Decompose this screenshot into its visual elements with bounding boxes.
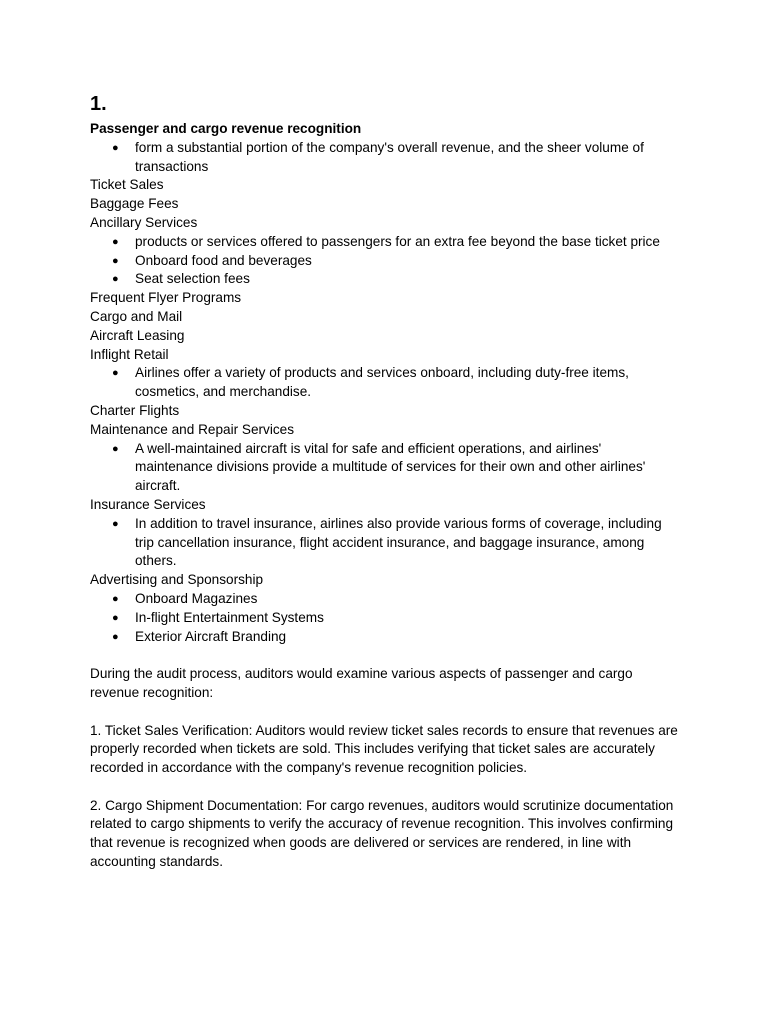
item-ticket-sales: Ticket Sales: [90, 177, 164, 193]
bullet-icon: ●: [112, 254, 119, 267]
section-number: 1.: [90, 93, 107, 115]
list-item: ● In addition to travel insurance, airlines also provide various forms of coverage, including trip cancellation insurance, flight accident insurance, and baggage insurance, among others.: [112, 515, 662, 569]
item-baggage-fees: Baggage Fees: [90, 196, 179, 212]
audit-intro-paragraph: During the audit process, auditors would examine various aspects of passenger and cargo revenue recognition:: [90, 666, 633, 700]
cargo-shipment-documentation-paragraph: 2. Cargo Shipment Documentation: For cargo revenues, auditors would scrutinize documentation related to cargo shipments to verify the accuracy of revenue recognition. This involves confirming that revenue is recognized when goods are delivered or services are rendered, in line with accounting standards.: [90, 797, 674, 870]
item-maintenance: Maintenance and Repair Services: [90, 421, 295, 437]
item-advertising: Advertising and Sponsorship: [90, 572, 264, 588]
bullet-icon: ●: [112, 235, 119, 248]
list-item: ● A well-maintained aircraft is vital for safe and efficient operations, and airlines' maintenance divisions provide a multitude of services for their own and other airlines' aircraft.: [112, 440, 646, 494]
document-page: [90, 92, 680, 872]
bullet-icon: ●: [112, 517, 119, 530]
section-title: Passenger and cargo revenue recognition: [90, 121, 362, 136]
ancillary-bullet-list: [90, 233, 680, 289]
list-item: ● Exterior Aircraft Branding: [90, 628, 680, 647]
ticket-sales-verification-paragraph: 1. Ticket Sales Verification: Auditors would review ticket sales records to ensure that revenues are properly recorded when tickets are sold. This includes verifying that ticket sales are accurately recorded in accordance with the company's revenue recognition policies.: [90, 722, 678, 776]
list-item: ● products or services offered to passengers for an extra fee beyond the base ticket price: [90, 233, 680, 252]
list-item: ● In-flight Entertainment Systems: [90, 609, 680, 628]
bullet-icon: ●: [112, 592, 119, 605]
bullet-icon: ●: [112, 141, 119, 154]
list-item: ● form a substantial portion of the company's overall revenue, and the sheer volume of transactions: [112, 139, 644, 174]
list-item: ● Onboard Magazines: [90, 590, 680, 609]
insurance-bullet-list: [90, 515, 680, 571]
list-item: ● Onboard food and beverages: [90, 252, 680, 271]
list-item: ● Airlines offer a variety of products and services onboard, including duty-free items, cosmetics, and merchandise.: [112, 365, 629, 400]
maintenance-bullet-list: [90, 440, 680, 496]
intro-bullet-list: [90, 139, 680, 177]
item-ancillary-services: Ancillary Services: [90, 214, 198, 230]
item-cargo-mail: Cargo and Mail: [90, 308, 183, 324]
item-inflight-retail: Inflight Retail: [90, 346, 169, 362]
item-aircraft-leasing: Aircraft Leasing: [90, 327, 185, 343]
bullet-icon: ●: [112, 367, 119, 380]
advertising-bullet-list: [90, 590, 680, 646]
bullet-icon: ●: [112, 611, 119, 624]
bullet-icon: ●: [112, 442, 119, 455]
list-item: ● Seat selection fees: [90, 270, 680, 289]
inflight-retail-bullet-list: [90, 364, 680, 402]
item-frequent-flyer: Frequent Flyer Programs: [90, 290, 242, 306]
bullet-icon: ●: [112, 630, 119, 643]
item-insurance: Insurance Services: [90, 496, 206, 512]
item-charter-flights: Charter Flights: [90, 402, 180, 418]
bullet-icon: ●: [112, 273, 119, 286]
